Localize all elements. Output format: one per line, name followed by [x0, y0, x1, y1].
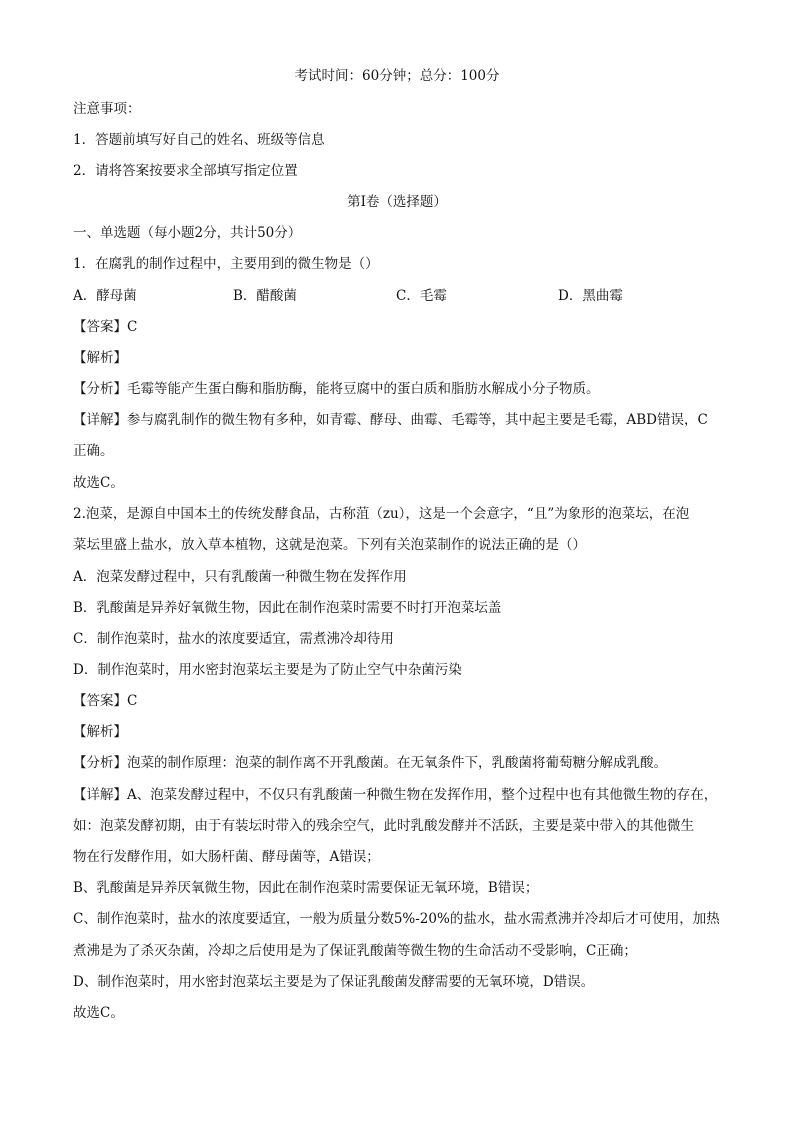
- notes-title: 注意事项：: [73, 101, 141, 117]
- q2-option-a: A．泡菜发酵过程中，只有乳酸菌一种微生物在发挥作用: [73, 569, 407, 585]
- q1-choose: 故选C。: [73, 475, 124, 491]
- q2-stem: 菜坛里盛上盐水，放入草本植物，这就是泡菜。下列有关泡菜制作的说法正确的是（）: [73, 537, 586, 553]
- q2-detail-a: 【详解】A、泡菜发酵过程中，不仅只有乳酸菌一种微生物在发挥作用，整个过程中也有其他微生物的存在，: [73, 787, 718, 803]
- q1-option-c: C．毛霉: [396, 288, 447, 304]
- exam-info: 考试时间：60分钟；总分：100分: [294, 68, 500, 84]
- q1-stem: 1．在腐乳的制作过程中，主要用到的微生物是（）: [73, 256, 379, 272]
- q2-answer: 【答案】C: [73, 693, 138, 709]
- q2-analysis-tag: 【解析】: [73, 724, 127, 740]
- q2-choose: 故选C。: [73, 1005, 124, 1021]
- q2-option-c: C．制作泡菜时，盐水的浓度要适宜，需煮沸冷却待用: [73, 631, 394, 647]
- q2-fenxi: 【分析】泡菜的制作原理：泡菜的制作离不开乳酸菌。在无氧条件下，乳酸菌将葡萄糖分解成乳酸。: [73, 755, 667, 771]
- q2-stem: 2.泡菜，是源自中国本土的传统发酵食品，古称菹（zu），这是一个会意字，“且”为象形的泡菜坛，在泡: [73, 506, 690, 522]
- q1-option-a: A．酵母菌: [73, 288, 137, 304]
- q1-detail: 【详解】参与腐乳制作的微生物有多种，如青霉、酵母、曲霉、毛霉等，其中起主要是毛霉，ABD错误，C: [73, 412, 708, 428]
- section-title: 第I卷（选择题）: [347, 194, 447, 210]
- q2-detail-c: C、制作泡菜时，盐水的浓度要适宜，一般为质量分数5%-20%的盐水，盐水需煮沸并冷却后才可使用，加热: [73, 911, 720, 927]
- q2-detail-b: B、乳酸菌是异养厌氧微生物，因此在制作泡菜时需要保证无氧环境，B错误；: [73, 880, 539, 896]
- q2-option-d: D．制作泡菜时，用水密封泡菜坛主要是为了防止空气中杂菌污染: [73, 662, 462, 678]
- q2-detail-a: 物在行发酵作用，如大肠杆菌、酵母菌等，A错误；: [73, 849, 380, 865]
- q2-option-b: B．乳酸菌是异养好氧微生物，因此在制作泡菜时需要不时打开泡菜坛盖: [73, 600, 502, 616]
- note-item: 1．答题前填写好自己的姓名、班级等信息: [73, 132, 325, 148]
- q1-option-b: B．醋酸菌: [233, 288, 297, 304]
- q1-detail: 正确。: [73, 443, 114, 459]
- q2-detail-d: D、制作泡菜时，用水密封泡菜坛主要是为了保证乳酸菌发酵需要的无氧环境，D错误。: [73, 974, 595, 990]
- part-title: 一、单选题（每小题2分，共计50分）: [73, 225, 302, 241]
- q1-answer: 【答案】C: [73, 319, 138, 335]
- note-item: 2．请将答案按要求全部填写指定位置: [73, 163, 298, 179]
- q2-detail-c: 煮沸是为了杀灭杂菌，冷却之后使用是为了保证乳酸菌等微生物的生命活动不受影响，C正确；: [73, 943, 637, 959]
- q2-detail-a: 如：泡菜发酵初期，由于有装坛时带入的残余空气，此时乳酸发酵并不活跃，主要是菜中带入的其他微生: [73, 818, 694, 834]
- q1-analysis-tag: 【解析】: [73, 350, 127, 366]
- q1-fenxi: 【分析】毛霉等能产生蛋白酶和脂肪酶，能将豆腐中的蛋白质和脂肪水解成小分子物质。: [73, 381, 600, 397]
- q1-option-d: D．黑曲霉: [558, 288, 623, 304]
